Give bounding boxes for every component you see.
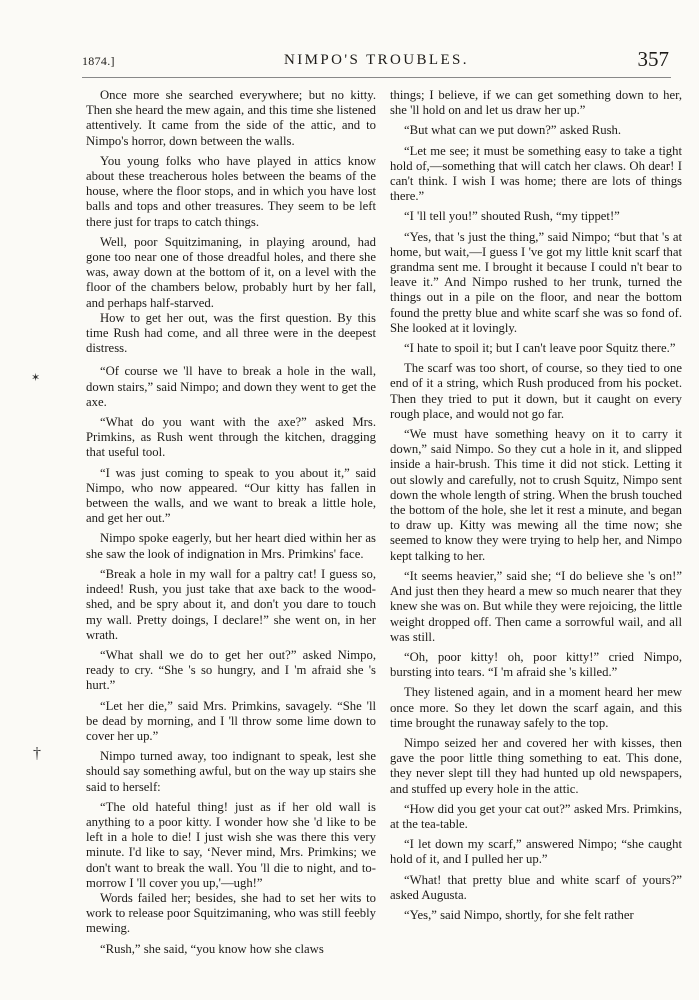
paragraph: “I was just coming to speak to you about it,” said Nimpo, who now appeared. “Our kitty has fallen in between the walls, and we want to break a little hole, and get her out.”: [86, 465, 376, 526]
page-number: 357: [637, 47, 669, 71]
paragraph: “Yes, that 's just the thing,” said Nimpo; “but that 's at home, but wait,—I guess I 've got my little knit scarf that grandma sent me. I brought it because I could n't bear to leave it.” And Nimpo rushed to her trunk, turned the things out in a pile on the floor, and near the bottom found the pretty blue and white scarf she was so fond of. She looked at it lovingly.: [390, 229, 682, 335]
paragraph: “Break a hole in my wall for a paltry cat! I guess so, indeed! Rush, you just take that axe back to the wood-shed, and be spry about it, and don't you dare to touch my wall. Pretty doings, I declare!” she went on, in her wrath.: [86, 566, 376, 642]
paragraph: How to get her out, was the first question. By this time Rush had come, and all three were in the deepest distress.: [86, 310, 376, 356]
paragraph: Words failed her; besides, she had to set her wits to work to release poor Squitzimaning, who was still feebly mewing.: [86, 890, 376, 936]
paragraph: They listened again, and in a moment heard her mew once more. So they let down the scarf again, and this time brought the runaway safely to the top.: [390, 685, 682, 730]
paragraph: “Oh, poor kitty! oh, poor kitty!” cried Nimpo, bursting into tears. “I 'm afraid she 's killed.”: [390, 649, 682, 680]
left-column: [86, 88, 376, 957]
paragraph: “But what can we put down?” asked Rush.: [404, 123, 622, 138]
paragraph: Nimpo seized her and covered her with kisses, then gave the poor little thing something to eat. This done, they never slept till they had hunted up old newspapers, and stuffed up every hole in the attic.: [390, 735, 682, 796]
paragraph: “It seems heavier,” said she; “I do believe she 's on!” And just then they heard a mew so much nearer that they knew she was on. But while they were rejoicing, the little weight dropped off. Then came a sorrowful wail, and all was still.: [390, 568, 682, 644]
paragraph: “I let down my scarf,” answered Nimpo; “she caught hold of it, and I pulled her up.”: [390, 837, 682, 867]
paragraph: The scarf was too short, of course, so they tied to one end of it a string, which Rush produced from his pocket. Then they tried to put it down, but it caught on every rough place, and would not go far.: [390, 361, 682, 421]
header-title: NIMPO'S TROUBLES.: [284, 52, 469, 68]
paragraph: “How did you get your cat out?” asked Mrs. Primkins, at the tea-table.: [390, 801, 682, 831]
paragraph: “Let her die,” said Mrs. Primkins, savagely. “She 'll be dead by morning, and I 'll throw some lime down to cover her up.”: [86, 698, 376, 743]
header-rule: [82, 77, 671, 78]
header-date: 1874.]: [82, 54, 115, 68]
paragraph: “What! that pretty blue and white scarf of yours?” asked Augusta.: [390, 872, 682, 902]
paragraph: You young folks who have played in attics know about these treacherous holes between the beams of the house, where the floor stops, and in which you have lost balls and tops and other treasures. They seem to be left there just for traps to catch things.: [86, 153, 376, 229]
paragraph: Nimpo turned away, too indignant to speak, lest she should say something awful, but on the way up stairs she said to herself:: [86, 749, 376, 794]
paragraph: Nimpo spoke eagerly, but her heart died within her as she saw the look of indignation in Mrs. Primkins' face.: [86, 531, 376, 561]
paragraph: “Rush,” she said, “you know how she claws: [100, 941, 324, 956]
paragraph: things; I believe, if we can get something down to her, she 'll hold on and let us draw her up.”: [390, 88, 682, 118]
paragraph: “I hate to spoil it; but I can't leave poor Squitz there.”: [404, 341, 676, 356]
paragraph: “The old hateful thing! just as if her old wall is anything to a poor kitty. I wonder how she 'd like to be left in a hole to die! I just wish she was there this very minute. I'd like to say, ‘Never mind, Mrs. Primkins; we don't want to break the wall. You 'll die to night, and to-morrow I 'll cover you up,'—ugh!”: [86, 799, 376, 890]
margin-mark-star: ✶: [31, 372, 41, 384]
paragraph: “Of course we 'll have to break a hole in the wall, down stairs,” said Nimpo; and down they went to get the axe.: [86, 364, 376, 409]
paragraph: Once more she searched everywhere; but no kitty. Then she heard the mew again, and this time she listened attentively. It came from the side of the attic, and to Nimpo's horror, down between the walls.: [86, 88, 376, 148]
margin-mark-dagger: †: [33, 745, 41, 762]
paragraph: “Yes,” said Nimpo, shortly, for she felt rather: [404, 907, 634, 922]
right-column: [390, 88, 682, 923]
paragraph: “We must have something heavy on it to carry it down,” said Nimpo. So they cut a hole in it, and slipped inside a hair-brush. This time it did not stick. Letting it out slowly and carefully, not to crush Squitz, Nimpo sent down the whole length of string. When the brush touched the bottom of the hole, she let it rest a minute, and began to draw up. Kitty was mewing all the time now; she seemed to know they were trying to help her, and Nimpo kept talking to her.: [390, 427, 682, 563]
paragraph: “What do you want with the axe?” asked Mrs. Primkins, as Rush went through the kitchen, dragging that useful tool.: [86, 415, 376, 460]
paragraph: “What shall we do to get her out?” asked Nimpo, ready to cry. “She 's so hungry, and I 'm afraid she 's hurt.”: [86, 647, 376, 693]
running-header: [82, 46, 671, 76]
paragraph: “I 'll tell you!” shouted Rush, “my tippet!”: [404, 209, 620, 224]
paragraph: “Let me see; it must be something easy to take a tight hold of,—something that will catch her claws. Oh dear! I can't think. I wish I was home; there are lots of things there.”: [390, 143, 682, 204]
paragraph: Well, poor Squitzimaning, in playing around, had gone too near one of those dreadful holes, and there she was, away down at the bottom of it, on a level with the floor of the chambers below, probably hurt by her fall, and perhaps half-starved.: [86, 234, 376, 310]
